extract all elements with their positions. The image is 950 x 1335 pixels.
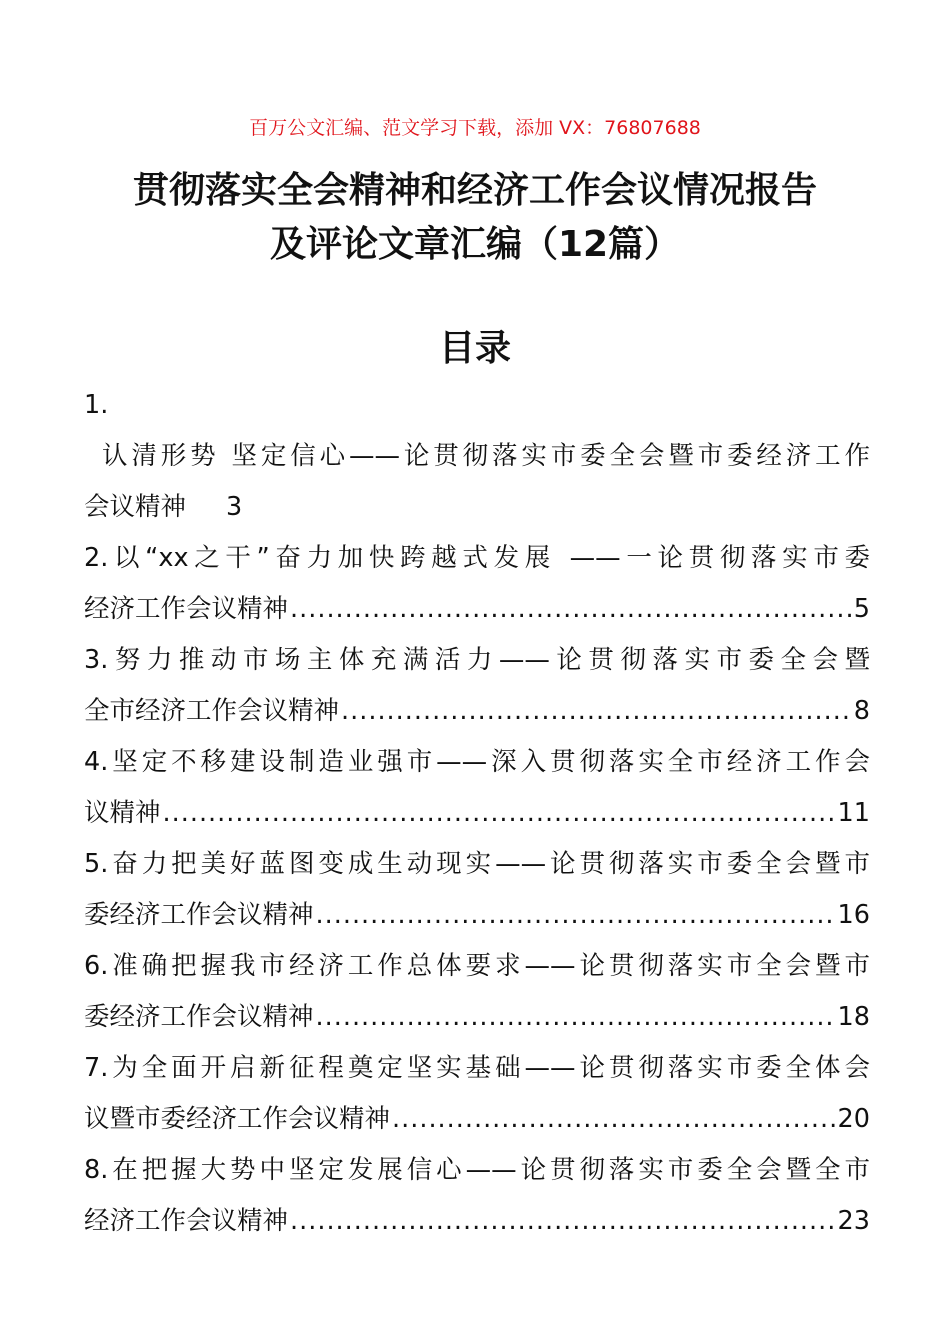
toc-entry-title-line1: 2.以“xx之干”奋力加快跨越式发展 ——一论贯彻落实市委 [84,543,870,573]
toc-entry-6[interactable] [84,941,870,1043]
toc-entry-number: 1. [84,390,109,420]
toc-dot-leader [290,584,852,635]
toc-entry-page: 23 [837,1206,870,1236]
toc-entry-title-line2-row [84,1196,870,1247]
toc-entry-title-line1: 4.坚定不移建设制造业强市——深入贯彻落实全市经济工作会 [84,747,870,777]
toc-entry-3[interactable] [84,635,870,737]
toc-entry-page: 3 [226,492,243,522]
toc-dot-leader [341,686,852,737]
toc-entry-title-line2: 委经济工作会议精神 [84,900,314,930]
toc-entry-1[interactable] [84,380,870,533]
toc-entry-2[interactable] [84,533,870,635]
toc-entry-page: 8 [853,696,870,726]
title-line-1: 贯彻落实全会精神和经济工作会议情况报告 [132,170,817,211]
toc-entry-title-line1: 7.为全面开启新征程奠定坚实基础——论贯彻落实市委全体会 [84,1053,870,1083]
toc-entry-8[interactable] [84,1145,870,1247]
toc-entry-title-line1: 5.奋力把美好蓝图变成生动现实——论贯彻落实市委全会暨市 [84,849,870,879]
toc-entry-title-line2: 委经济工作会议精神 [84,1002,314,1032]
toc-entry-title-line2-row [84,482,870,533]
header-watermark-note: 百万公文汇编、范文学习下载，添加 VX：76807688 [249,117,701,139]
toc-entry-title-line2-row [84,788,870,839]
toc-dot-leader [163,788,836,839]
toc-dot-leader [290,1196,836,1247]
toc-entry-page: 11 [837,798,870,828]
toc-entry-title-line2-row [84,584,870,635]
toc-dot-leader [316,992,836,1043]
toc-entry-title-line2-row [84,1094,870,1145]
toc-entry-title-line2: 议精神 [84,798,161,828]
toc-entry-title-line2-row [84,890,870,941]
toc-entry-title-line2: 经济工作会议精神 [84,1206,289,1236]
toc-entry-title-line2-row [84,686,870,737]
toc-heading: 目录 [438,328,511,369]
toc-entry-title-line1: 认清形势 坚定信心——论贯彻落实市委全会暨市委经济工作 [102,441,870,471]
toc-entry-title-line2: 会议精神 [84,492,187,522]
toc-entry-title-line1: 8.在把握大势中坚定发展信心——论贯彻落实市委全会暨全市 [84,1155,870,1185]
toc-entry-title-line1: 3.努力推动市场主体充满活力——论贯彻落实市委全会暨 [84,645,870,675]
toc-entry-page: 5 [853,594,870,624]
toc-dot-leader [392,1094,836,1145]
document-title [60,164,890,272]
toc-entry-page: 16 [837,900,870,930]
toc-entry-title-line2: 议暨市委经济工作会议精神 [84,1104,391,1134]
toc-entry-page: 20 [837,1104,870,1134]
toc-entry-title-line2-row [84,992,870,1043]
toc-entry-4[interactable] [84,737,870,839]
toc-entry-5[interactable] [84,839,870,941]
toc-dot-leader [316,890,836,941]
toc-entry-page: 18 [837,1002,870,1032]
table-of-contents [84,380,870,1247]
toc-entry-title-line2: 经济工作会议精神 [84,594,289,624]
toc-entry-title-line2: 全市经济工作会议精神 [84,696,340,726]
toc-entry-title-line1: 6.准确把握我市经济工作总体要求——论贯彻落实市全会暨市 [84,951,870,981]
title-line-2: 及评论文章汇编（12篇） [269,224,681,265]
toc-entry-7[interactable] [84,1043,870,1145]
